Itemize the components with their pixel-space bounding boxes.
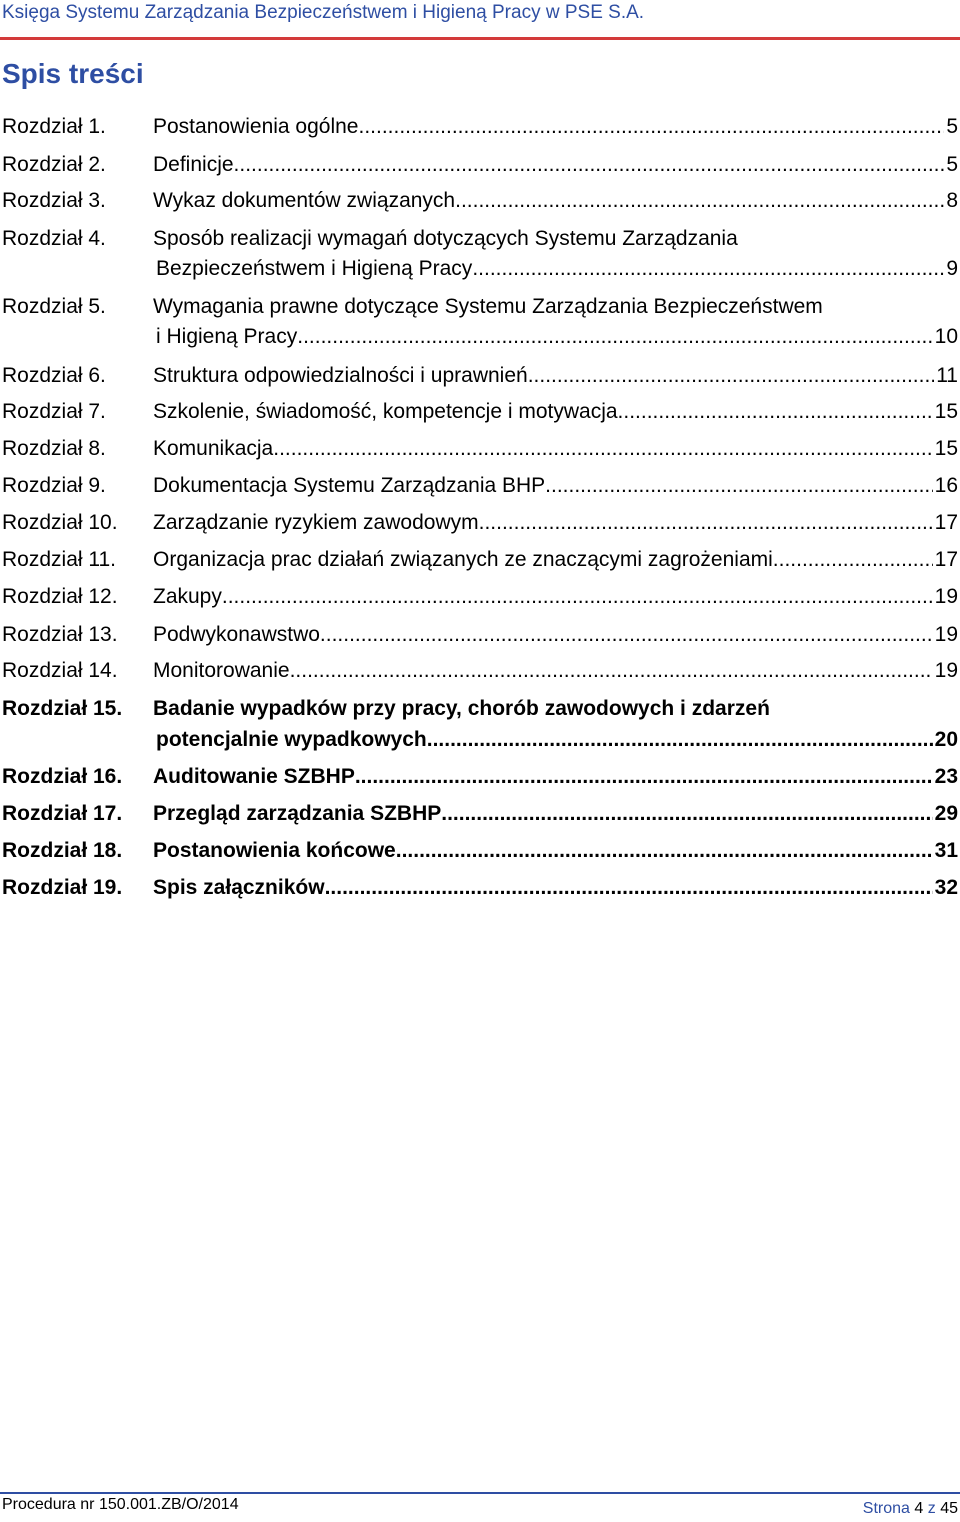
toc-entry-line [0, 361, 960, 391]
toc-leader-dots [528, 361, 934, 391]
toc-leader-dots [479, 508, 933, 538]
toc-entry-line [0, 799, 960, 829]
toc-page-number: 11 [936, 364, 958, 387]
toc-entry-line [0, 471, 960, 501]
toc-chapter-number: Rozdział 19. [2, 876, 123, 899]
toc-leader-dots [297, 322, 932, 352]
toc-page-number: 10 [934, 325, 958, 348]
toc-chapter-title: Spis załączników [153, 876, 325, 899]
toc-entry-line [0, 150, 960, 180]
toc-entry-line [0, 656, 960, 686]
toc-chapter-title: Podwykonawstwo [153, 623, 320, 646]
toc-chapter-title: Zarządzanie ryzykiem zawodowym [153, 511, 479, 534]
toc-leader-dots [355, 762, 933, 792]
toc-entry-line [0, 292, 960, 322]
toc-entry-line [0, 545, 960, 575]
toc-page-number: 19 [934, 659, 958, 682]
footer-page-current: 4 [914, 1500, 924, 1517]
toc-chapter-title: Definicje [153, 153, 234, 176]
toc-chapter-number: Rozdział 14. [2, 659, 118, 682]
toc-page-number: 20 [934, 728, 958, 751]
toc-chapter-number: Rozdział 5. [2, 295, 106, 318]
toc-entry-line [0, 322, 960, 352]
toc-page-number: 5 [946, 153, 958, 176]
toc-page-number: 31 [934, 839, 958, 862]
toc-chapter-title: Przegląd zarządzania SZBHP [153, 802, 442, 825]
toc-page-number: 16 [934, 474, 958, 497]
document-header [0, 0, 960, 40]
toc-leader-dots [472, 254, 944, 284]
toc-chapter-title: Sposób realizacji wymagań dotyczących Systemu Zarządzania [153, 227, 738, 250]
toc-chapter-title: Monitorowanie [153, 659, 290, 682]
toc-leader-dots [455, 186, 944, 216]
toc-chapter-number: Rozdział 16. [2, 765, 123, 788]
toc-leader-dots [273, 434, 932, 464]
toc-entry-line [0, 112, 960, 142]
toc-chapter-title: potencjalnie wypadkowych [156, 728, 427, 751]
toc-chapter-number: Rozdział 6. [2, 364, 106, 387]
toc-page-number: 15 [934, 400, 958, 423]
toc-entry-line [0, 508, 960, 538]
toc-leader-dots [773, 545, 933, 575]
toc-chapter-number: Rozdział 18. [2, 839, 123, 862]
toc-chapter-title: Postanowienia końcowe [153, 839, 396, 862]
toc-chapter-number: Rozdział 12. [2, 585, 118, 608]
toc-chapter-number: Rozdział 9. [2, 474, 106, 497]
toc-chapter-number: Rozdział 15. [2, 697, 123, 720]
toc-leader-dots [234, 150, 945, 180]
toc-entry-line [0, 836, 960, 866]
toc-leader-dots [396, 836, 933, 866]
toc-chapter-number: Rozdział 17. [2, 802, 123, 825]
toc-page-number: 5 [946, 115, 958, 138]
toc-leader-dots [545, 471, 932, 501]
toc-chapter-number: Rozdział 4. [2, 227, 106, 250]
toc-entry-line [0, 434, 960, 464]
toc-chapter-title: Wykaz dokumentów związanych [153, 189, 456, 212]
toc-page-number: 8 [946, 189, 958, 212]
footer-page-indicator [863, 1500, 958, 1518]
toc-chapter-title: i Higieną Pracy [156, 325, 298, 348]
toc-chapter-title: Bezpieczeństwem i Higieną Pracy [156, 257, 473, 280]
toc-chapter-title: Postanowienia ogólne [153, 115, 359, 138]
toc-chapter-title: Wymagania prawne dotyczące Systemu Zarządzania Bezpieczeństwem [153, 295, 823, 318]
toc-page-number: 17 [934, 511, 958, 534]
toc-chapter-number: Rozdział 7. [2, 400, 106, 423]
toc-entry-line [0, 762, 960, 792]
toc-entry-line [0, 694, 960, 724]
toc-page-number: 19 [934, 585, 958, 608]
toc-entry-line [0, 254, 960, 284]
toc-leader-dots [290, 656, 933, 686]
toc-leader-dots [618, 397, 933, 427]
footer-page-label: Strona [862, 1500, 910, 1517]
footer-divider [0, 1492, 960, 1494]
toc-leader-dots [427, 725, 933, 755]
toc-chapter-title: Zakupy [153, 585, 222, 608]
toc-page-number: 29 [934, 802, 958, 825]
toc-page-number: 9 [946, 257, 958, 280]
toc-chapter-title: Dokumentacja Systemu Zarządzania BHP [153, 474, 546, 497]
toc-chapter-number: Rozdział 10. [2, 511, 118, 534]
footer-page-sep: z [927, 1500, 936, 1517]
footer-procedure-number: Procedura nr 150.001.ZB/O/2014 [2, 1496, 239, 1513]
toc-page-number: 23 [934, 765, 958, 788]
toc-page-number: 19 [934, 623, 958, 646]
toc-chapter-number: Rozdział 13. [2, 623, 118, 646]
toc-chapter-title: Komunikacja [153, 437, 274, 460]
toc-leader-dots [441, 799, 932, 829]
toc-entry-line [0, 873, 960, 903]
toc-leader-dots [222, 582, 933, 612]
toc-chapter-title: Organizacja prac działań związanych ze znaczącymi zagrożeniami [153, 548, 773, 571]
toc-chapter-number: Rozdział 8. [2, 437, 106, 460]
toc-page-number: 17 [934, 548, 958, 571]
toc-page-number: 32 [934, 876, 958, 899]
footer-page-total: 45 [940, 1500, 958, 1517]
toc-leader-dots [359, 112, 945, 142]
toc-entry-line [0, 620, 960, 650]
toc-chapter-number: Rozdział 11. [2, 548, 117, 571]
toc-chapter-title: Struktura odpowiedzialności i uprawnień [153, 364, 528, 387]
toc-page-number: 15 [934, 437, 958, 460]
toc-chapter-title: Szkolenie, świadomość, kompetencje i motywacja [153, 400, 618, 423]
toc-entry-line [0, 224, 960, 254]
toc-leader-dots [320, 620, 933, 650]
toc-chapter-number: Rozdział 2. [2, 153, 106, 176]
toc-entry-line [0, 397, 960, 427]
toc-chapter-title: Auditowanie SZBHP [153, 765, 355, 788]
toc-heading: Spis treści [2, 58, 144, 89]
toc-entry-line [0, 582, 960, 612]
toc-chapter-number: Rozdział 3. [2, 189, 106, 212]
toc-leader-dots [325, 873, 933, 903]
toc-chapter-title: Badanie wypadków przy pracy, chorób zawodowych i zdarzeń [153, 697, 770, 720]
toc-chapter-number: Rozdział 1. [2, 115, 106, 138]
toc-entry-line [0, 725, 960, 755]
header-title: Księga Systemu Zarządzania Bezpieczeństwem i Higieną Pracy w PSE S.A. [2, 2, 645, 23]
toc-entry-line [0, 186, 960, 216]
